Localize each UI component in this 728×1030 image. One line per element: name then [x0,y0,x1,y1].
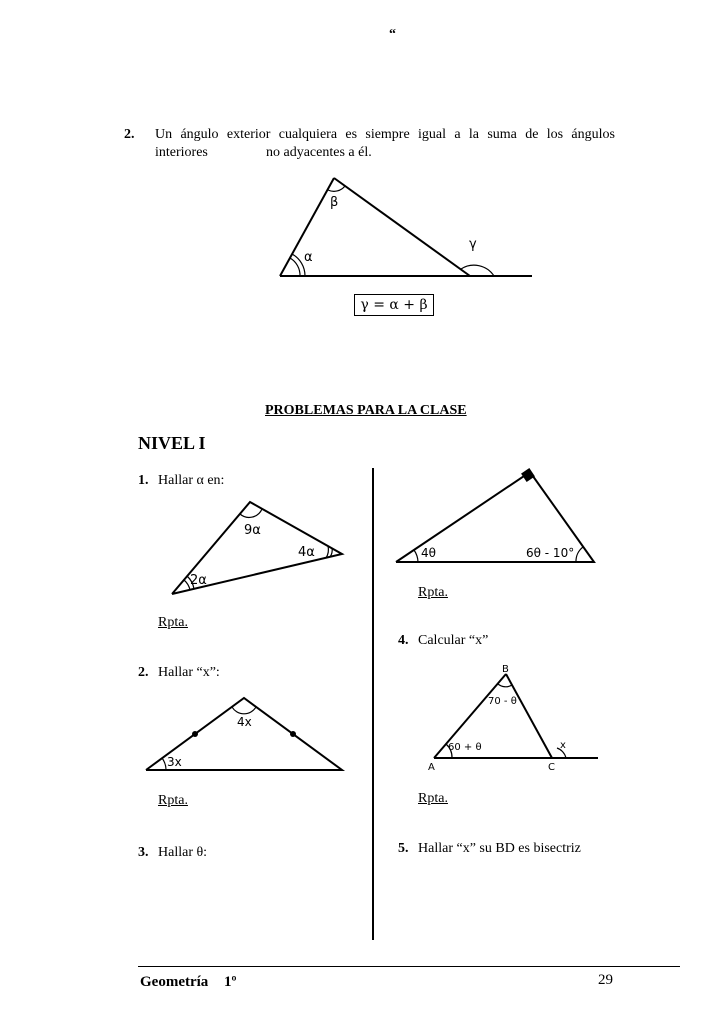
alpha-label: α [304,250,313,265]
p1-label-top: 9α [244,523,261,538]
footer-rule [138,966,680,967]
p5-number: 5. [398,841,409,856]
property-number: 2. [124,127,135,142]
p2-text: Hallar “x”: [158,665,220,680]
footer-subject: Geometría [140,974,209,990]
p5-text: Hallar “x” su BD es bisectriz [418,841,581,856]
beta-label: β [330,195,339,210]
gamma-label: γ [469,237,477,252]
p2-number: 2. [138,665,149,680]
p2-label-top: 4x [237,715,252,729]
column-divider [372,468,374,940]
p4-label-x: x [560,740,566,751]
p1-answer: Rpta. [158,615,188,630]
p2-triangle-figure [140,690,350,776]
header-mark: “ [389,27,396,42]
property-text-line2b: no adyacentes a él. [266,145,372,160]
p4-number: 4. [398,633,409,648]
p2-label-left: 3x [167,755,182,769]
footer-grade: 1º [224,974,237,990]
exterior-angle-figure [270,166,540,286]
p3-label-left: 4θ [421,546,436,560]
property-text-line1: Un ángulo exterior cualquiera es siempre igual a la suma de los ángulos [155,127,615,142]
p1-text: Hallar α en: [158,473,225,488]
p1-label-right: 4α [298,545,315,560]
p2-answer: Rpta. [158,793,188,808]
property-text-line2a: interiores [155,145,208,160]
formula-box: γ = α + β [354,294,434,316]
p3-answer: Rpta. [418,585,448,600]
p4-triangle-figure [420,660,602,772]
p4-label-top: 70 - θ [488,696,517,707]
p3-triangle-figure [392,464,602,568]
p4-label-left: 60 + θ [448,742,482,753]
section-title: PROBLEMAS PARA LA CLASE [265,403,467,418]
p4-answer: Rpta. [418,791,448,806]
p3-number: 3. [138,845,149,860]
p1-number: 1. [138,473,149,488]
p1-label-left: 2α [190,573,207,588]
p4-text: Calcular “x” [418,633,489,648]
p3-text: Hallar θ: [158,845,208,860]
p4-vertex-b: B [502,664,509,675]
p4-vertex-c: C [548,762,555,772]
p4-vertex-a: A [428,762,435,772]
p3-label-right: 6θ - 10° [526,546,575,560]
p1-triangle-figure [164,496,354,600]
footer-page-number: 29 [598,972,613,988]
level-heading: NIVEL I [138,433,206,453]
